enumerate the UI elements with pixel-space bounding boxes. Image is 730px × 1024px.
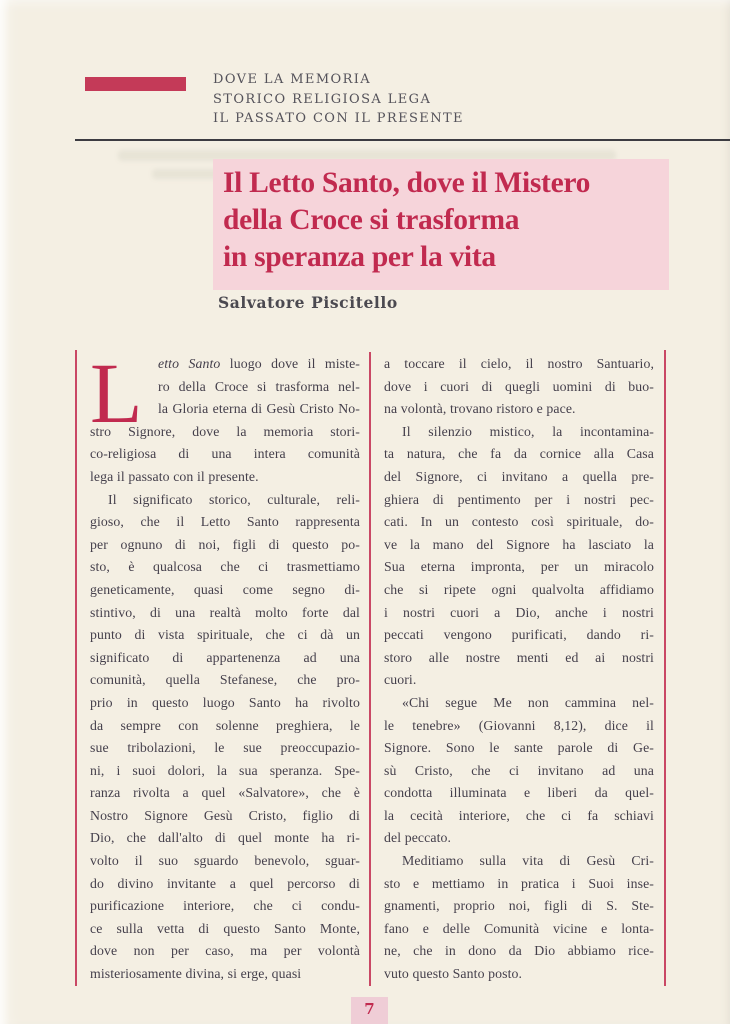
text-line: lega il passato con il presente. xyxy=(90,468,259,484)
text-line: co-religiosa di una intera comunità xyxy=(90,446,360,462)
text-line: che si ripete ogni qualvolta affidiamo xyxy=(384,581,654,597)
text-line: condotta illuminata e liberi da quel- xyxy=(384,785,654,801)
text-line: prio in questo luogo Santo ha rivolto xyxy=(90,694,360,710)
text-line: comunità, quella Stefanese, che pro- xyxy=(90,672,360,688)
column-left-lines xyxy=(90,350,360,986)
text-line: «Chi segue Me non cammina nel- xyxy=(402,694,654,710)
text-line: ne, che in dono da Dio abbiamo rice- xyxy=(384,943,654,959)
text-line: del peccato. xyxy=(384,830,452,846)
kicker-line: IL PASSATO CON IL PRESENTE xyxy=(213,111,464,126)
kicker-accent-bar xyxy=(85,77,186,91)
text-line: cati. In un contesto così spirituale, do- xyxy=(384,514,654,530)
text-line: la Gloria eterna di Gesù Cristo No- xyxy=(158,401,360,417)
text-line: ce sulla vetta di questo Santo Monte, xyxy=(90,920,360,936)
article-title-block xyxy=(213,159,669,290)
text-line: Il silenzio mistico, la incontamina- xyxy=(402,423,654,439)
kicker-line: STORICO RELIGIOSA LEGA xyxy=(213,91,432,107)
text-line: dove i cuori di quegli uomini di buo- xyxy=(384,378,654,394)
text-line: sù Cristo, che ci invitano ad una xyxy=(384,762,654,778)
header-divider-rule xyxy=(75,139,730,141)
text-line: stintivo, di una realtà molto forte dal xyxy=(90,604,360,620)
body-columns xyxy=(75,350,666,986)
text-line: stro Signore, dove la memoria stori- xyxy=(90,423,360,439)
text-line: purificazione interiore, che ci condu- xyxy=(90,898,360,914)
kicker-text xyxy=(213,70,464,129)
text-line: ro della Croce si trasforma nel- xyxy=(158,378,360,394)
text-line: geneticamente, quasi come segno di- xyxy=(90,581,360,597)
page-number: 7 xyxy=(364,1000,375,1018)
text-line: sto, è qualcosa che ci trasmettiamo xyxy=(90,559,360,575)
column-right-lines xyxy=(384,353,654,986)
text-line: del Signore, ci invitano a quella pre- xyxy=(384,468,654,484)
text-line: ve la mano del Signore ha lasciato la xyxy=(384,536,654,552)
author-name: Salvatore Piscitello xyxy=(218,293,398,312)
article-title-line: Il Letto Santo, dove il Mistero xyxy=(223,167,591,199)
text-line: na volontà, trovano ristoro e pace. xyxy=(384,401,576,417)
text-line: Signore. Sono le sante parole di Ge- xyxy=(384,740,654,756)
text-line: Meditiamo sulla vita di Gesù Cri- xyxy=(402,853,654,869)
text-line: Sua eterna impronta, per un miracolo xyxy=(384,559,654,575)
text-line: ni, i suoi dolori, la sua speranza. Spe- xyxy=(90,762,360,778)
text-line: la cecità interiore, che ci fa schiavi xyxy=(384,807,654,823)
text-line: fano e delle Comunità vicine e lonta- xyxy=(384,920,654,936)
text-line: misteriosamente divina, si erge, quasi xyxy=(90,966,302,982)
text-line: cuori. xyxy=(384,672,417,688)
text-line: ranza rivolta a quel «Salvatore», che è xyxy=(90,785,360,801)
text-line: significato di appartenenza ad una xyxy=(90,649,360,665)
text-line: dove non per caso, ma per volontà xyxy=(90,943,360,959)
column-right xyxy=(371,350,663,986)
text-line: punto di vista spirituale, che ci dà un xyxy=(90,627,360,643)
text-line: le tenebre» (Giovanni 8,12), dice il xyxy=(384,717,654,733)
article-title-line: della Croce si trasforma xyxy=(223,204,520,236)
text-line: vuto questo Santo posto. xyxy=(384,966,523,982)
text-line: a toccare il cielo, il nostro Santuario, xyxy=(384,356,654,371)
text-line: etto Santo luogo dove il miste- xyxy=(158,356,360,371)
text-line: do divino invitante a quel percorso di xyxy=(90,875,360,891)
text-line: ta natura, che fa da cornice alla Casa xyxy=(384,446,654,462)
text-line: sto e mettiamo in pratica i Suoi inse- xyxy=(384,875,654,891)
text-line: ghiera di pentimento per i nostri pec- xyxy=(384,491,654,507)
text-line: i nostri cuori a Dio, anche i nostri xyxy=(384,604,654,620)
column-left xyxy=(77,350,369,986)
article-title-line: in speranza per la vita xyxy=(223,241,496,273)
text-line: storo alle nostre menti ed ai nostri xyxy=(384,649,654,665)
text-line: Il significato storico, culturale, reli- xyxy=(108,491,360,507)
text-line: gioso, che il Letto Santo rappresenta xyxy=(90,514,360,530)
drop-cap: L xyxy=(90,350,143,441)
text-line: volto il suo sguardo benevolo, sguar- xyxy=(90,853,360,869)
text-line: per ognuno di noi, figli di questo po- xyxy=(90,536,360,552)
text-line: Dio, che dall'alto di quel monte ha ri- xyxy=(90,830,360,846)
text-line: da sempre con solenne preghiera, le xyxy=(90,717,360,733)
text-line: sue tribolazioni, le sue preoccupazio- xyxy=(90,740,360,756)
text-line: Nostro Signore Gesù Cristo, figlio di xyxy=(90,807,360,823)
kicker-line: DOVE LA MEMORIA xyxy=(213,72,372,87)
text-line: peccati vengono purificati, dando ri- xyxy=(384,627,654,643)
page-number-badge xyxy=(351,997,388,1024)
text-line: gnamenti, proprio noi, figli di S. Ste- xyxy=(384,898,654,914)
